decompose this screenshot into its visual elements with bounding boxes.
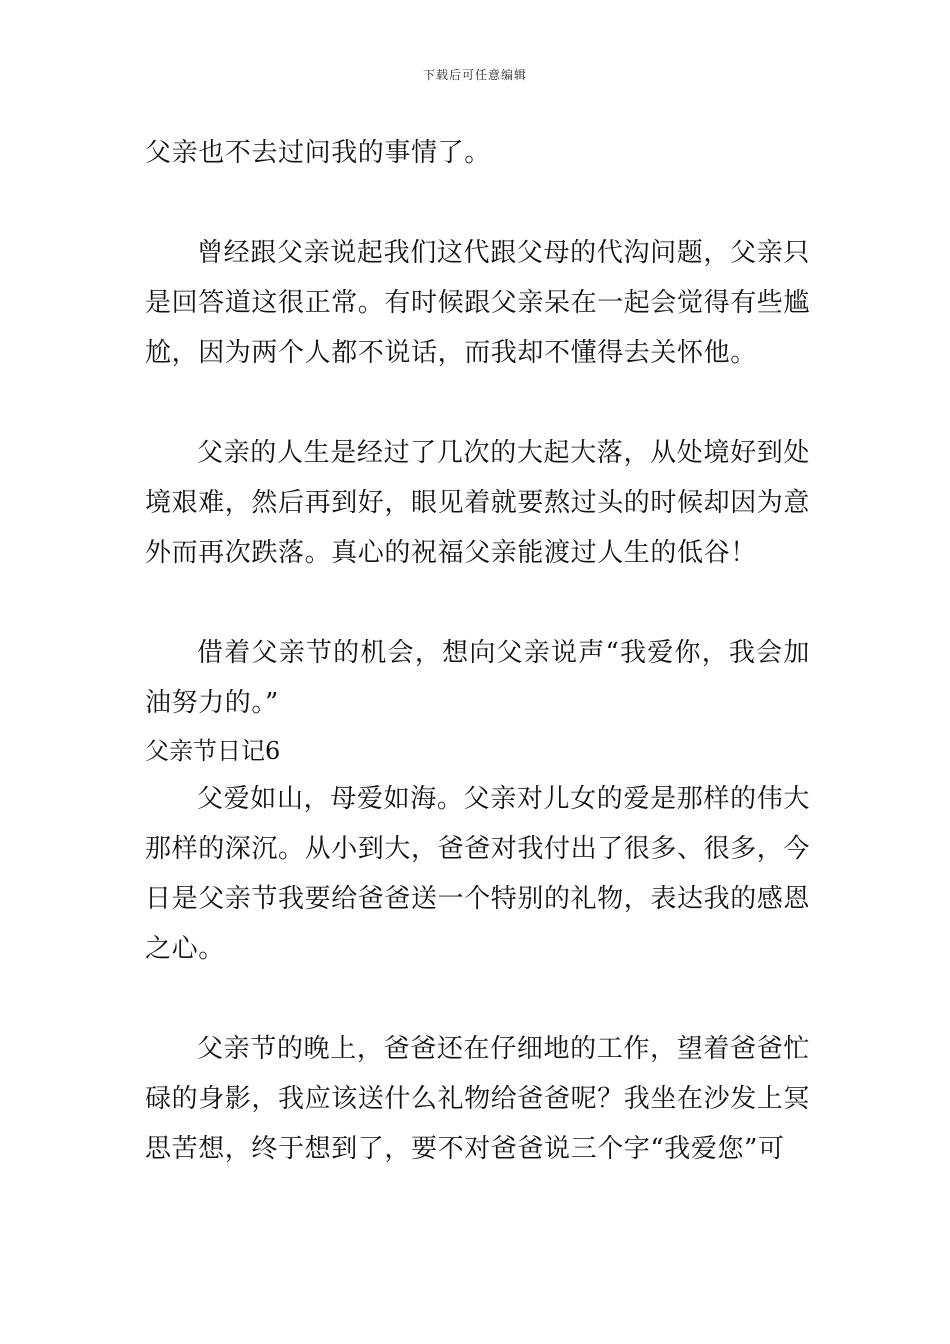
paragraph-4: 借着父亲节的机会，想向父亲说声“我爱你，我会加油努力的。” bbox=[145, 638, 810, 718]
paragraph-6: 父亲节的晚上，爸爸还在仔细地的工作，望着爸爸忙碌的身影，我应该送什么礼物给爸爸呢？我坐在沙发上冥思苦想，终于想到了，要不对爸爸说三个字“我爱您”可 bbox=[145, 1034, 811, 1164]
paragraph-2: 曾经跟父亲说起我们这代跟父母的代沟问题，父亲只是回答道这很正常。有时候跟父亲呆在一起会觉得有些尴尬，因为两个人都不说话，而我却不懂得去关怀他。 bbox=[145, 238, 811, 368]
paragraph-5: 父爱如山，母爱如海。父亲对儿女的爱是那样的伟大那样的深沉。从小到大，爸爸对我付出了很多、很多，今日是父亲节我要给爸爸送一个特别的礼物，表达我的感恩之心。 bbox=[145, 784, 811, 964]
paragraph-1: 父亲也不去过问我的事情了。 bbox=[145, 138, 491, 168]
document-body bbox=[145, 128, 810, 1174]
page-header: 下载后可任意编辑 bbox=[422, 68, 527, 82]
paragraph-3: 父亲的人生是经过了几次的大起大落，从处境好到处境艰难，然后再到好，眼见着就要熬过头的时候却因为意外而再次跌落。真心的祝福父亲能渡过人生的低谷！ bbox=[145, 438, 811, 568]
section-heading: 父亲节日记6 bbox=[145, 737, 281, 765]
